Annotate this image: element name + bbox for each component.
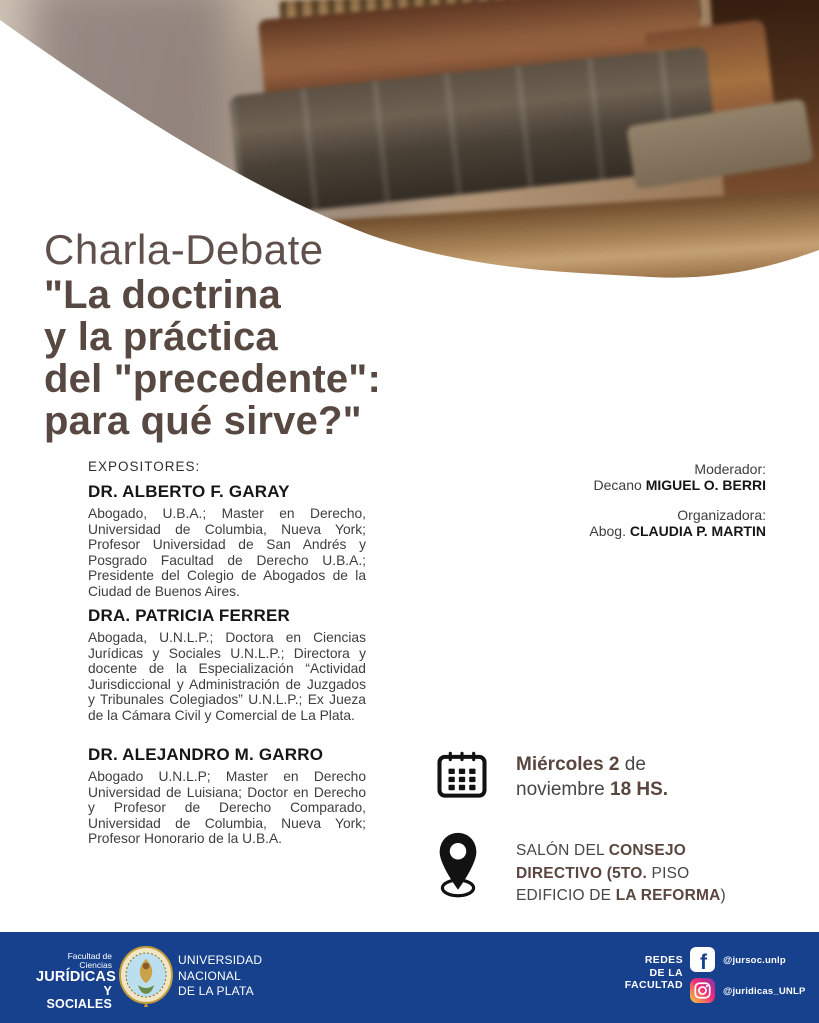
facebook-icon: f [690, 947, 715, 972]
title-line: "La doctrina [44, 273, 281, 317]
event-location [516, 840, 726, 908]
faculty-logo-text: Facultad de Ciencias JURÍDICAS Y SOCIALES [36, 951, 116, 1012]
speaker-name: DR. ALBERTO F. GARAY [88, 482, 290, 501]
moderator-label: Moderador: [694, 461, 766, 477]
organizer-line: Abog. CLAUDIA P. MARTIN [589, 523, 766, 539]
speaker-name: DRA. PATRICIA FERRER [88, 606, 291, 625]
event-main-title [44, 274, 381, 442]
moderator-name: MIGUEL O. BERRI [645, 477, 766, 493]
speaker-bio: Abogado U.N.L.P; Master en Derecho Universidad de Luisiana; Doctor en Derecho y Profesor de Derecho Comparado, Universidad de Columbia, Nueva York; Profesor Honorario de la U.B.A. [88, 769, 366, 846]
social-networks-label: REDES DE LA FACULTAD [624, 954, 683, 991]
unlp-seal-icon [118, 945, 174, 1009]
date-line: noviembre 18 HS. [516, 779, 669, 800]
instagram-handle: @juridicas_UNLP [723, 986, 806, 997]
location-pin-icon [436, 830, 480, 900]
title-line: del "precedente": [44, 357, 381, 401]
location-line: DIRECTIVO (5TO. PISO [516, 864, 690, 882]
instagram-icon [690, 978, 715, 1003]
university-name: UNIVERSIDAD NACIONAL DE LA PLATA [178, 953, 263, 998]
location-line: SALÓN DEL CONSEJO [516, 842, 686, 859]
event-date [516, 752, 668, 802]
footer-bar [0, 932, 819, 1023]
speaker-card [88, 745, 366, 847]
speaker-card [88, 482, 366, 599]
title-line: y la práctica [44, 315, 278, 359]
date-line: Miércoles 2 de [516, 754, 646, 775]
roles-block [589, 461, 766, 539]
calendar-icon [435, 748, 489, 800]
moderator-line: Decano MIGUEL O. BERRI [593, 477, 766, 493]
speaker-card [88, 606, 366, 723]
speaker-bio: Abogado, U.B.A.; Master en Derecho, Universidad de Columbia, Nueva York; Profesor Universidad de San Andrés y Posgrado Facultad de Derecho U.B.A.; Presidente del Colegio de Abogados de la Ciudad de Buenos Aires. [88, 506, 366, 599]
speaker-bio: Abogada, U.N.L.P.; Doctora en Ciencias Jurídicas y Sociales U.N.L.P.; Directora y docente de la Especialización “Actividad Jurisdiccional y Administración de Juzgados y Tribunales Colegiados” U.N.L.P.; Ex Jueza de la Cámara Civil y Comercial de La Plata. [88, 630, 366, 723]
location-line: EDIFICIO DE LA REFORMA) [516, 887, 726, 904]
speaker-name: DR. ALEJANDRO M. GARRO [88, 745, 324, 764]
facebook-handle: @jursoc.unlp [723, 955, 786, 966]
organizer-label: Organizadora: [677, 507, 766, 523]
event-type-title: Charla-Debate [44, 226, 324, 273]
organizer-name: CLAUDIA P. MARTIN [629, 523, 766, 539]
speakers-label: EXPOSITORES: [88, 459, 201, 474]
title-line: para qué sirve?" [44, 399, 362, 443]
